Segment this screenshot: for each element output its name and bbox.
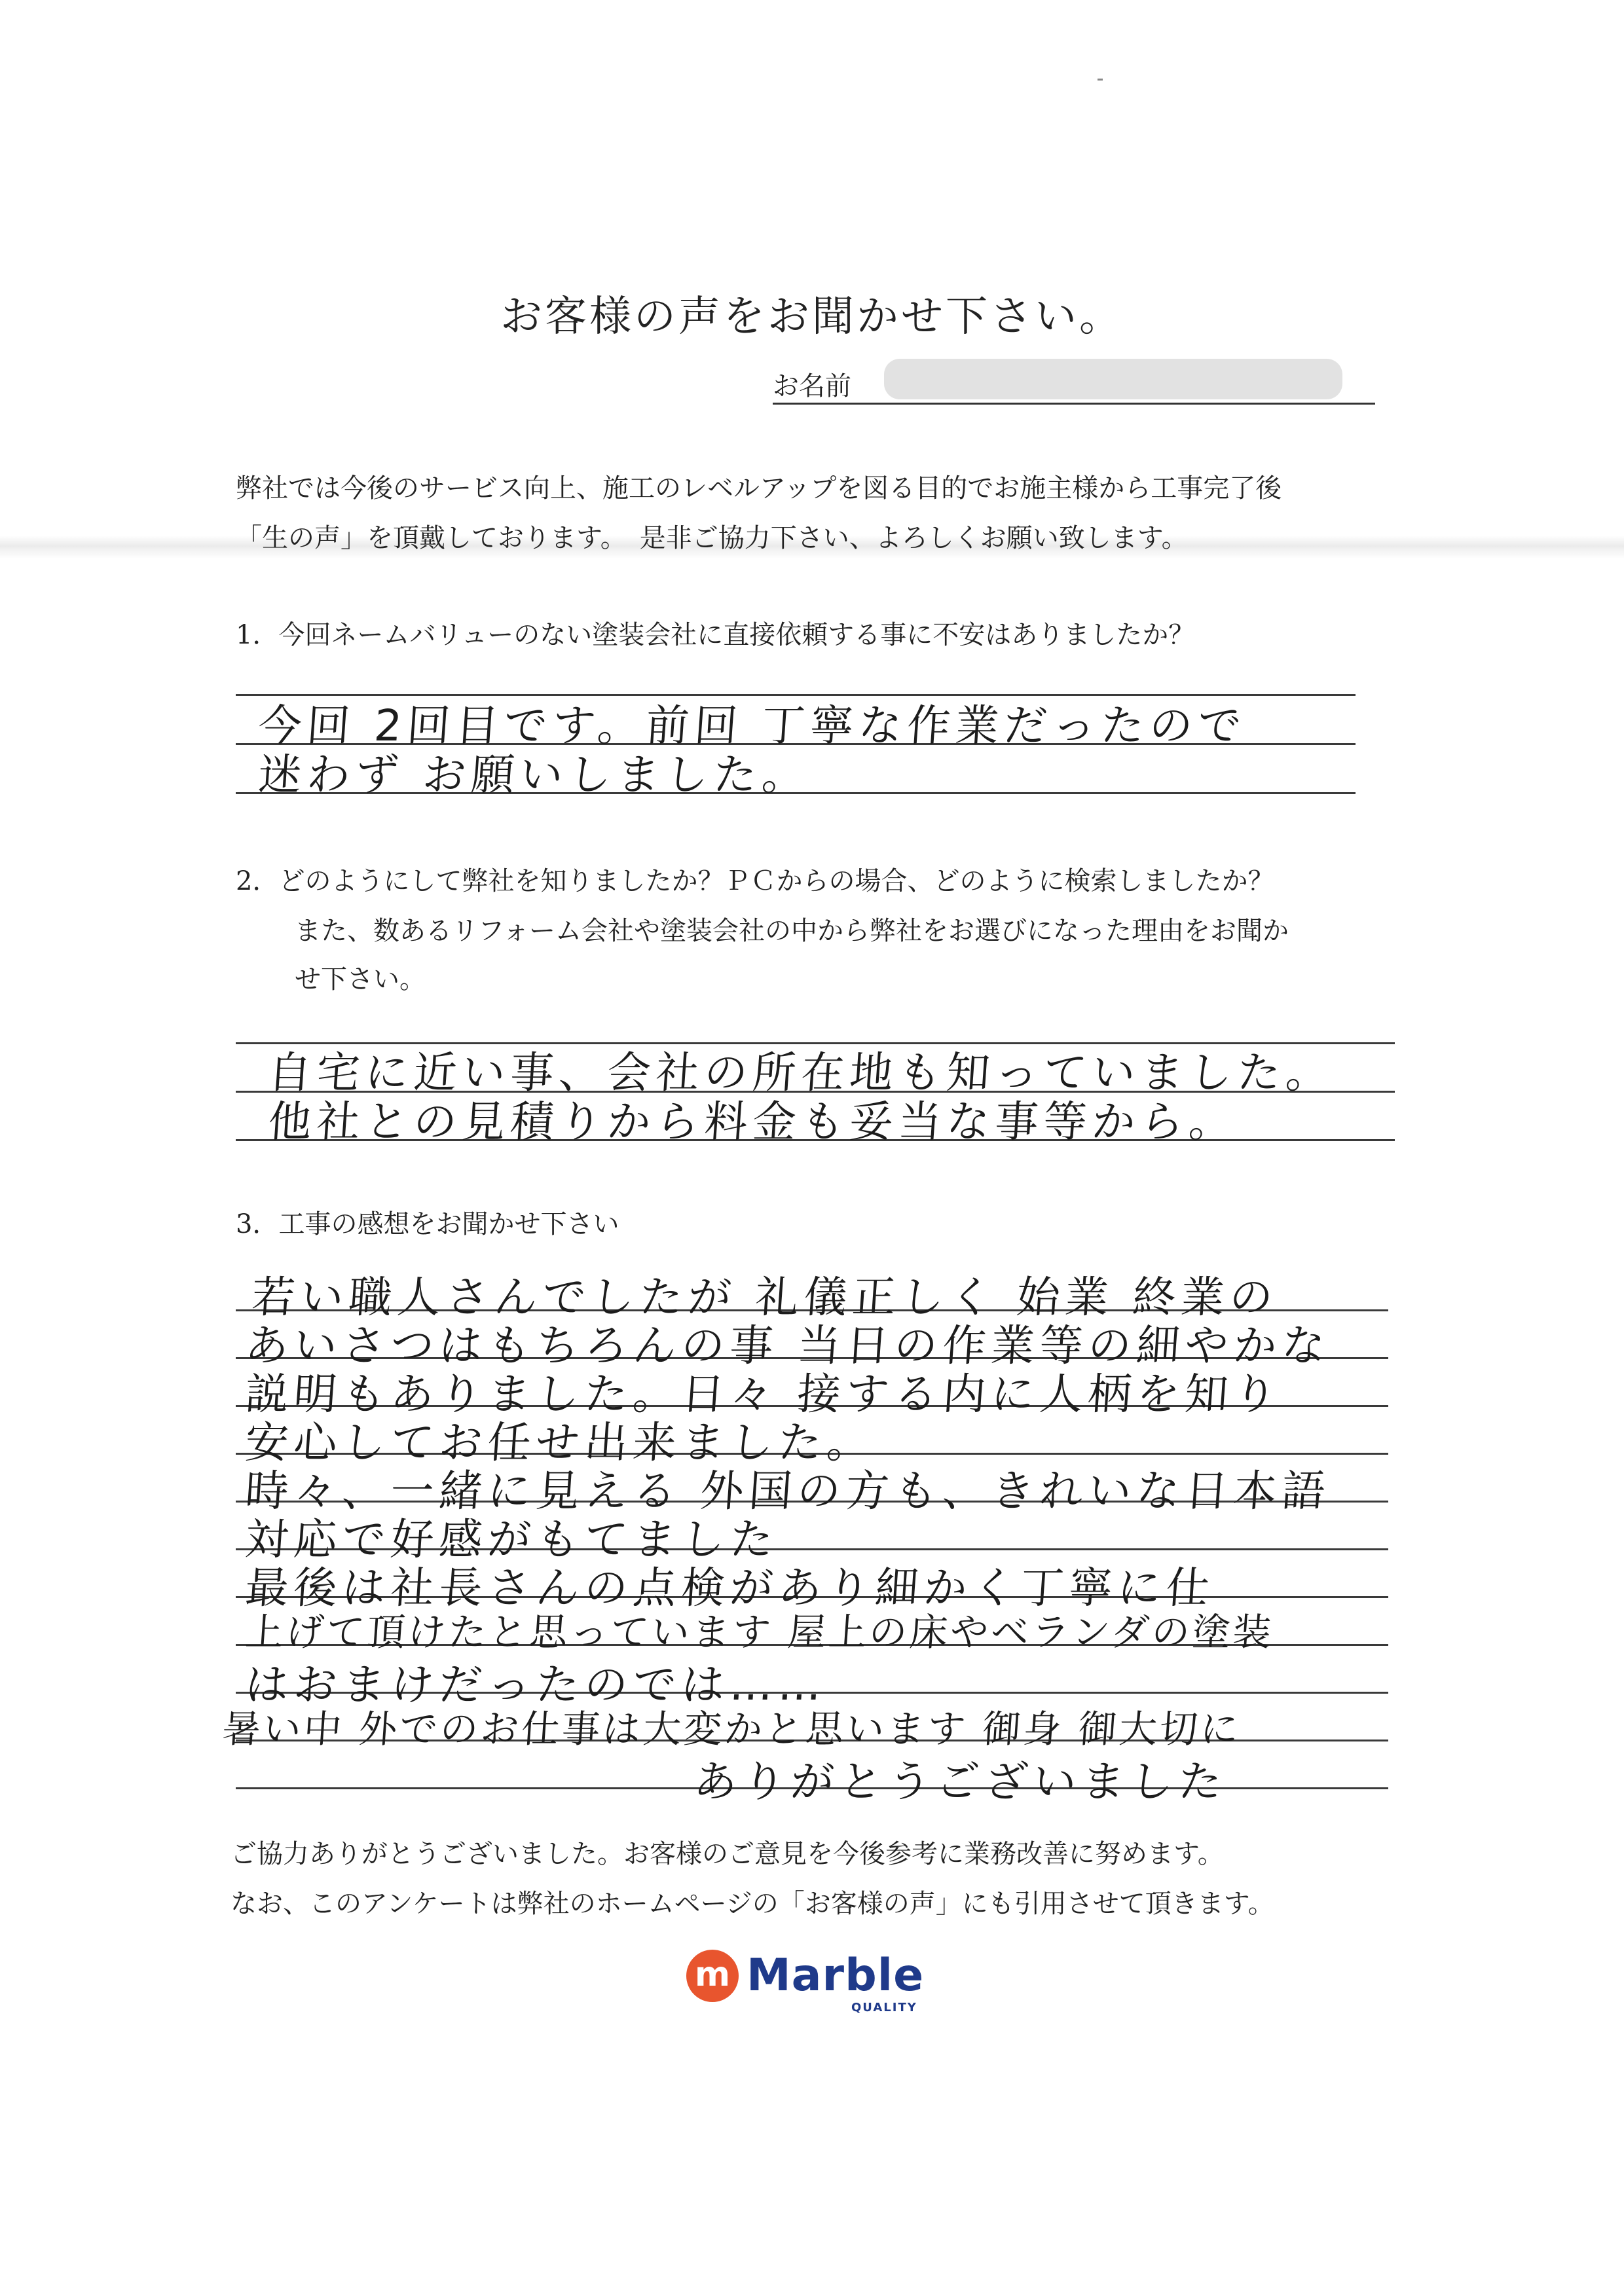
handwritten-answer-2-line-2: 他社との見積りから料金も妥当な事等から。 [266, 1097, 1240, 1147]
question-2-line-2: また、数あるリフォーム会社や塗装会社の中から弊社をお選びになった理由をお聞か [295, 916, 1289, 946]
logo-subtitle: QUALITY [851, 2001, 917, 2014]
page-title: お客様の声をお聞かせ下さい。 [500, 293, 1124, 341]
question-2-line-3: せ下さい。 [295, 964, 426, 994]
question-1: 1．今回ネームバリューのない塗装会社に直接依頼する事に不安はありましたか？ [236, 620, 1195, 650]
handwritten-answer-3-line-10: 暑い中 外でのお仕事は大変かと思います 御身 御大切に [221, 1707, 1243, 1751]
question-3: 3．工事の感想をお聞かせ下さい [236, 1209, 619, 1239]
name-label: お名前 [773, 371, 851, 401]
footer-line-1: ご協力ありがとうございました。お客様のご意見を今後参考に業務改善に努めます。 [231, 1839, 1224, 1869]
handwritten-answer-2-line-1: 自宅に近い事、会社の所在地も知っていました。 [266, 1048, 1337, 1098]
handwritten-answer-3-line-11: ありがとうございました [692, 1757, 1229, 1807]
handwritten-answer-3-line-2: あいさつはもちろんの事 当日の作業等の細やかな [243, 1321, 1333, 1371]
redacted-name [884, 359, 1342, 399]
name-underline [773, 403, 1375, 405]
handwritten-answer-3-line-4: 安心してお任せ出来ました。 [243, 1417, 877, 1468]
company-logo [686, 1950, 935, 2022]
footer-line-2: なお、このアンケートは弊社のホームページの「お客様の声」にも引用させて頂きます。 [231, 1889, 1274, 1919]
handwritten-answer-1-line-1: 今回 2回目です。前回 丁寧な作業だったので [256, 701, 1248, 751]
handwritten-answer-1-line-2: 迷わず お願いしました。 [256, 750, 813, 800]
logo-mark-letter: m [694, 1955, 731, 1994]
logo-name: Marble [747, 1950, 925, 2001]
handwritten-answer-3-line-9: はおまけだったのでは…… [243, 1660, 829, 1710]
handwritten-answer-3-line-8: 上げて頂けたと思っています 屋上の床やベランダの塗装 [244, 1610, 1276, 1654]
handwritten-answer-3-line-5: 時々、一緒に見える 外国の方も、きれいな日本語 [243, 1466, 1333, 1516]
name-field [773, 359, 1375, 405]
handwritten-answer-3-line-6: 対応で好感がもてました [243, 1514, 781, 1565]
handwritten-answer-3-line-1: 若い職人さんでしたが 礼儀正しく 始業 終業の [249, 1272, 1280, 1322]
handwritten-answer-3-line-7: 最後は社長さんの点検があり細かく丁寧に仕 [243, 1563, 1217, 1613]
handwritten-answer-3-line-3: 説明もありました。日々 接する内に人柄を知り [243, 1369, 1284, 1419]
intro-line-1: 弊社では今後のサービス向上、施工のレベルアップを図る目的でお施主様から工事完了後 [236, 473, 1282, 503]
scan-mark [1098, 79, 1103, 81]
question-2-line-1: 2．どのようにして弊社を知りましたか？ＰＣからの場合、どのように検索しましたか？ [236, 866, 1274, 896]
intro-line-2: 「生の声」を頂戴しております。 是非ご協力下さい、よろしくお願い致します。 [236, 523, 1188, 553]
